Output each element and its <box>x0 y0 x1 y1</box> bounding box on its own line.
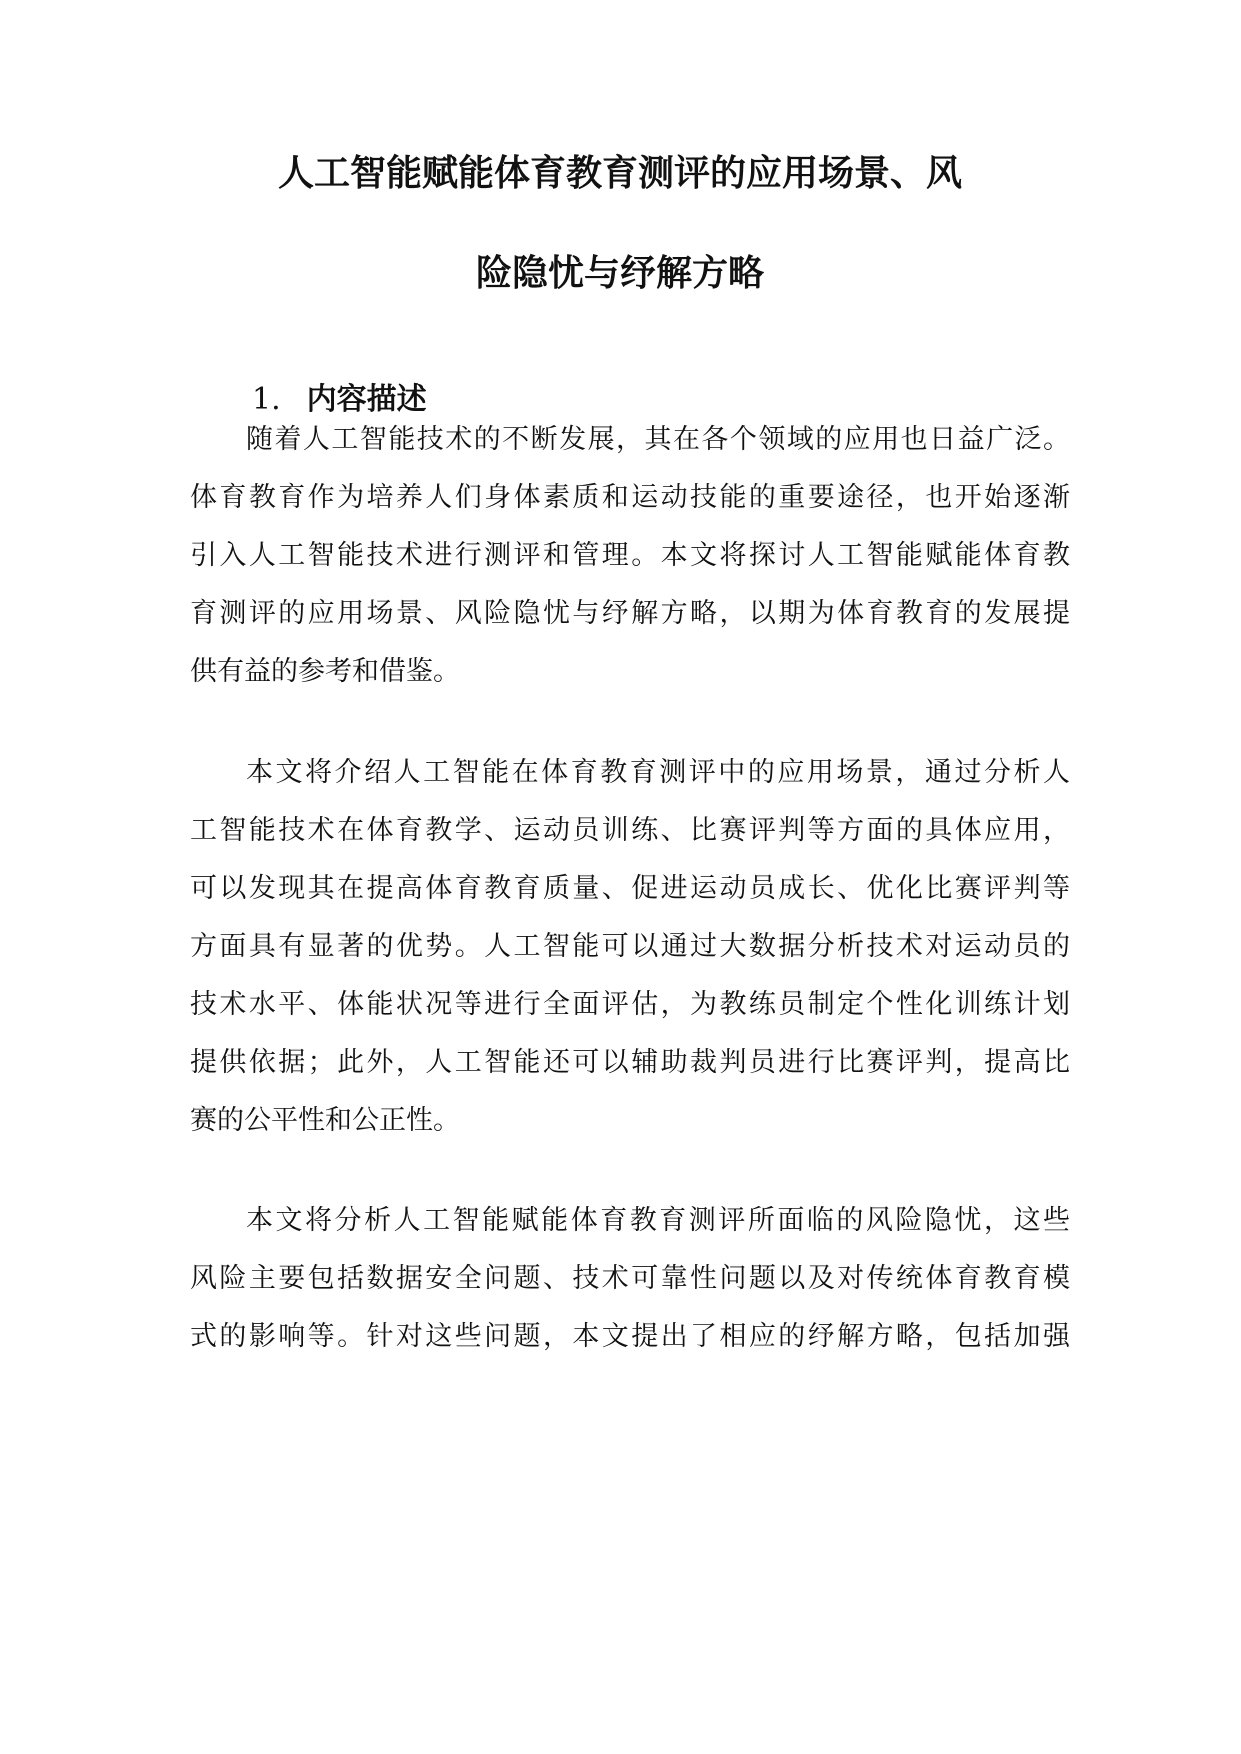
paragraph-1-line-2: 体育教育作为培养人们身体素质和运动技能的重要途径，也开始逐渐 <box>190 482 1070 513</box>
paragraph-2-line-2: 工智能技术在体育教学、运动员训练、比赛评判等方面的具体应用， <box>190 815 1070 846</box>
paragraph-3-line-1: 本文将分析人工智能赋能体育教育测评所面临的风险隐忧，这些 <box>246 1205 1070 1236</box>
section-title: 内容描述 <box>306 382 427 417</box>
document-title-line-1: 人工智能赋能体育教育测评的应用场景、风 <box>277 153 962 194</box>
section-heading <box>252 380 427 420</box>
paragraph-3-line-2: 风险主要包括数据安全问题、技术可靠性问题以及对传统体育教育模 <box>190 1263 1070 1294</box>
paragraph-1-line-5: 供有益的参考和借鉴。 <box>190 656 460 687</box>
paragraph-2-line-3: 可以发现其在提高体育教育质量、促进运动员成长、优化比赛评判等 <box>190 873 1070 904</box>
paragraph-1-line-3: 引入人工智能技术进行测评和管理。本文将探讨人工智能赋能体育教 <box>190 540 1070 571</box>
paragraph-2-line-1: 本文将介绍人工智能在体育教育测评中的应用场景，通过分析人 <box>246 757 1070 788</box>
paragraph-2-line-6: 提供依据；此外，人工智能还可以辅助裁判员进行比赛评判，提高比 <box>190 1047 1070 1078</box>
paragraph-2-line-5: 技术水平、体能状况等进行全面评估，为教练员制定个性化训练计划 <box>190 989 1070 1020</box>
document-title-line-2: 险隐忧与纾解方略 <box>475 253 764 294</box>
paragraph-3-line-3: 式的影响等。针对这些问题，本文提出了相应的纾解方略，包括加强 <box>190 1321 1070 1352</box>
paragraph-1-line-1: 随着人工智能技术的不断发展，其在各个领域的应用也日益广泛。 <box>246 424 1070 455</box>
section-number: 1. <box>252 382 281 417</box>
paragraph-2-line-7: 赛的公平性和公正性。 <box>190 1105 460 1136</box>
paragraph-2-line-4: 方面具有显著的优势。人工智能可以通过大数据分析技术对运动员的 <box>190 931 1070 962</box>
paragraph-1-line-4: 育测评的应用场景、风险隐忧与纾解方略，以期为体育教育的发展提 <box>190 598 1070 629</box>
